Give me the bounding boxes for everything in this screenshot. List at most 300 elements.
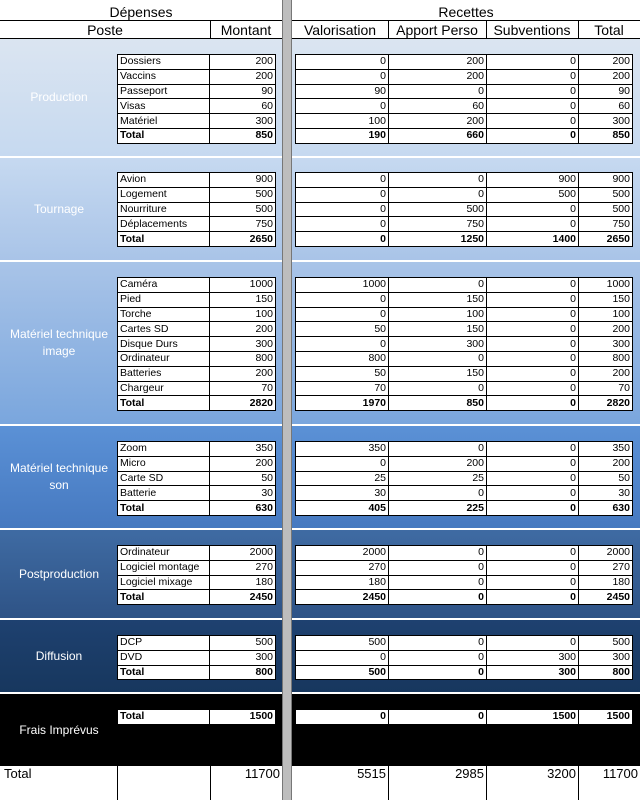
poste-cell: Total (118, 710, 210, 725)
subventions-cell: 0 (487, 99, 579, 114)
total-row (118, 590, 276, 605)
table-row (118, 366, 276, 381)
total-cell: 900 (579, 173, 633, 188)
total-row (296, 710, 633, 725)
apport-cell: 0 (389, 590, 487, 605)
apport-cell: 300 (389, 337, 487, 352)
poste-cell: Logiciel mixage (118, 575, 210, 590)
subventions-cell: 0 (487, 114, 579, 129)
apport-cell: 0 (389, 278, 487, 293)
poste-cell: Zoom (118, 442, 210, 457)
poste-cell: Total (118, 396, 210, 411)
subventions-cell: 0 (487, 366, 579, 381)
poste-cell: Cartes SD (118, 322, 210, 337)
income-table-materiel-image (295, 277, 633, 411)
table-row (296, 560, 633, 575)
montant-cell: 750 (210, 217, 276, 232)
montant-cell: 90 (210, 84, 276, 99)
table-row (118, 307, 276, 322)
total-cell: 630 (579, 501, 633, 516)
valorisation-cell: 0 (296, 55, 389, 70)
total-cell: 2000 (579, 546, 633, 561)
section-title-imprevus: Frais Imprévus (19, 722, 99, 737)
total-row (118, 396, 276, 411)
montant-cell: 200 (210, 69, 276, 84)
table-row (118, 202, 276, 217)
income-table-tournage (295, 172, 633, 247)
montant-cell: 2650 (210, 232, 276, 247)
montant-cell: 500 (210, 636, 276, 651)
table-row (296, 99, 633, 114)
table-row (118, 381, 276, 396)
table-row (296, 173, 633, 188)
montant-cell: 1000 (210, 278, 276, 293)
subventions-cell: 0 (487, 546, 579, 561)
poste-cell: DCP (118, 636, 210, 651)
subventions-cell: 0 (487, 55, 579, 70)
valorisation-cell: 800 (296, 351, 389, 366)
valorisation-cell: 0 (296, 307, 389, 322)
total-cell: 200 (579, 456, 633, 471)
col-valorisation: Valorisation (303, 22, 377, 38)
subventions-cell: 0 (487, 307, 579, 322)
table-row (118, 55, 276, 70)
montant-cell: 70 (210, 381, 276, 396)
montant-cell: 60 (210, 99, 276, 114)
table-row (296, 278, 633, 293)
total-cell: 300 (579, 650, 633, 665)
table-row (296, 546, 633, 561)
valorisation-cell: 50 (296, 366, 389, 381)
total-row (118, 128, 276, 143)
poste-cell: Logement (118, 187, 210, 202)
table-row (296, 575, 633, 590)
apport-cell: 0 (389, 173, 487, 188)
total-row (118, 665, 276, 680)
grand-total-apport: 2985 (455, 766, 484, 781)
table-row (118, 114, 276, 129)
valorisation-cell: 500 (296, 665, 389, 680)
subventions-cell: 0 (487, 560, 579, 575)
valorisation-cell: 0 (296, 232, 389, 247)
header-depenses: Dépenses (109, 4, 173, 20)
montant-cell: 900 (210, 173, 276, 188)
montant-cell: 2820 (210, 396, 276, 411)
table-row (118, 471, 276, 486)
valorisation-cell: 0 (296, 710, 389, 725)
apport-cell: 0 (389, 650, 487, 665)
subventions-cell: 0 (487, 381, 579, 396)
montant-cell: 300 (210, 114, 276, 129)
table-row (296, 84, 633, 99)
total-cell: 1000 (579, 278, 633, 293)
col-subventions: Subventions (493, 22, 571, 38)
subventions-cell: 300 (487, 665, 579, 680)
apport-cell: 225 (389, 501, 487, 516)
valorisation-cell: 25 (296, 471, 389, 486)
apport-cell: 200 (389, 69, 487, 84)
montant-cell: 30 (210, 486, 276, 501)
poste-cell: Batterie (118, 486, 210, 501)
subventions-cell: 0 (487, 471, 579, 486)
apport-cell: 100 (389, 307, 487, 322)
table-row (296, 650, 633, 665)
valorisation-cell: 100 (296, 114, 389, 129)
table-row (296, 217, 633, 232)
valorisation-cell: 0 (296, 187, 389, 202)
total-cell: 30 (579, 486, 633, 501)
total-cell: 200 (579, 69, 633, 84)
total-cell: 70 (579, 381, 633, 396)
apport-cell: 0 (389, 710, 487, 725)
montant-cell: 800 (210, 351, 276, 366)
montant-cell: 800 (210, 665, 276, 680)
apport-cell: 150 (389, 366, 487, 381)
valorisation-cell: 0 (296, 69, 389, 84)
total-cell: 180 (579, 575, 633, 590)
poste-cell: Vaccins (118, 69, 210, 84)
footer-divider (117, 754, 118, 800)
total-row (118, 232, 276, 247)
subventions-cell: 0 (487, 69, 579, 84)
col-montant: Montant (220, 22, 272, 38)
table-row (118, 173, 276, 188)
total-row (296, 232, 633, 247)
grand-total-valorisation: 5515 (357, 766, 386, 781)
subventions-cell: 0 (487, 351, 579, 366)
total-cell: 200 (579, 366, 633, 381)
apport-cell: 60 (389, 99, 487, 114)
valorisation-cell: 180 (296, 575, 389, 590)
table-row (118, 560, 276, 575)
total-cell: 800 (579, 351, 633, 366)
expense-table-imprevus (117, 709, 276, 725)
apport-cell: 0 (389, 546, 487, 561)
apport-cell: 150 (389, 322, 487, 337)
total-cell: 350 (579, 442, 633, 457)
valorisation-cell: 0 (296, 99, 389, 114)
montant-cell: 1500 (210, 710, 276, 725)
poste-cell: Logiciel montage (118, 560, 210, 575)
expense-table-postproduction (117, 545, 276, 605)
apport-cell: 0 (389, 381, 487, 396)
total-cell: 270 (579, 560, 633, 575)
subventions-cell: 1500 (487, 710, 579, 725)
apport-cell: 850 (389, 396, 487, 411)
table-row (118, 99, 276, 114)
table-row (296, 366, 633, 381)
valorisation-cell: 2450 (296, 590, 389, 605)
income-table-imprevus (295, 709, 633, 725)
poste-cell: Ordinateur (118, 351, 210, 366)
footer-top-line (0, 754, 640, 755)
income-table-diffusion (295, 635, 633, 680)
poste-cell: Disque Durs (118, 337, 210, 352)
montant-cell: 200 (210, 456, 276, 471)
valorisation-cell: 0 (296, 650, 389, 665)
subventions-cell: 0 (487, 442, 579, 457)
col-poste: Poste (87, 22, 123, 38)
poste-cell: Passeport (118, 84, 210, 99)
center-separator (282, 0, 292, 800)
montant-cell: 2000 (210, 546, 276, 561)
total-cell: 50 (579, 471, 633, 486)
table-row (118, 217, 276, 232)
montant-cell: 200 (210, 322, 276, 337)
poste-cell: Total (118, 128, 210, 143)
table-row (296, 456, 633, 471)
montant-cell: 500 (210, 187, 276, 202)
poste-cell: Total (118, 665, 210, 680)
apport-cell: 0 (389, 486, 487, 501)
income-table-postproduction (295, 545, 633, 605)
table-row (118, 69, 276, 84)
montant-cell: 2450 (210, 590, 276, 605)
table-row (118, 486, 276, 501)
valorisation-cell: 270 (296, 560, 389, 575)
montant-cell: 50 (210, 471, 276, 486)
total-cell: 2650 (579, 232, 633, 247)
poste-cell: Total (118, 232, 210, 247)
subventions-cell: 0 (487, 217, 579, 232)
subventions-cell: 900 (487, 173, 579, 188)
valorisation-cell: 30 (296, 486, 389, 501)
valorisation-cell: 90 (296, 84, 389, 99)
poste-cell: Total (118, 590, 210, 605)
header-bottom-line (0, 38, 640, 39)
apport-cell: 0 (389, 351, 487, 366)
valorisation-cell: 70 (296, 381, 389, 396)
expense-table-diffusion (117, 635, 276, 680)
subventions-cell: 0 (487, 456, 579, 471)
poste-cell: Caméra (118, 278, 210, 293)
valorisation-cell: 1970 (296, 396, 389, 411)
valorisation-cell: 0 (296, 292, 389, 307)
table-row (118, 546, 276, 561)
poste-cell: Ordinateur (118, 546, 210, 561)
apport-cell: 660 (389, 128, 487, 143)
table-row (296, 337, 633, 352)
apport-cell: 1250 (389, 232, 487, 247)
expense-table-materiel-son (117, 441, 276, 516)
table-row (296, 351, 633, 366)
total-row (296, 590, 633, 605)
subventions-cell: 0 (487, 636, 579, 651)
subventions-cell: 300 (487, 650, 579, 665)
subventions-cell: 0 (487, 292, 579, 307)
valorisation-cell: 0 (296, 202, 389, 217)
section-title-materiel-image: Matériel technique image (9, 327, 109, 358)
poste-cell: Avion (118, 173, 210, 188)
valorisation-cell: 190 (296, 128, 389, 143)
total-row (296, 128, 633, 143)
valorisation-cell: 405 (296, 501, 389, 516)
montant-cell: 200 (210, 55, 276, 70)
valorisation-cell: 0 (296, 456, 389, 471)
valorisation-cell: 0 (296, 173, 389, 188)
table-row (296, 322, 633, 337)
total-cell: 2820 (579, 396, 633, 411)
montant-cell: 150 (210, 292, 276, 307)
header-recettes: Recettes (438, 4, 494, 20)
poste-cell: Chargeur (118, 381, 210, 396)
total-cell: 300 (579, 114, 633, 129)
apport-cell: 150 (389, 292, 487, 307)
apport-cell: 500 (389, 202, 487, 217)
total-cell: 500 (579, 636, 633, 651)
subventions-cell: 0 (487, 278, 579, 293)
total-row (296, 501, 633, 516)
poste-cell: Pied (118, 292, 210, 307)
grand-total-total: 11700 (602, 766, 638, 781)
table-row (118, 650, 276, 665)
table-row (296, 292, 633, 307)
subventions-cell: 0 (487, 590, 579, 605)
apport-cell: 750 (389, 217, 487, 232)
total-cell: 100 (579, 307, 633, 322)
section-title-materiel-son: Matériel technique son (9, 461, 109, 492)
table-row (296, 381, 633, 396)
subventions-cell: 0 (487, 84, 579, 99)
total-cell: 150 (579, 292, 633, 307)
poste-cell: Visas (118, 99, 210, 114)
apport-cell: 0 (389, 560, 487, 575)
valorisation-cell: 0 (296, 217, 389, 232)
grand-total-subventions: 3200 (547, 766, 576, 781)
poste-cell: Nourriture (118, 202, 210, 217)
valorisation-cell: 1000 (296, 278, 389, 293)
total-row (296, 665, 633, 680)
table-row (118, 456, 276, 471)
expense-table-production (117, 54, 276, 144)
montant-cell: 500 (210, 202, 276, 217)
poste-cell: Torche (118, 307, 210, 322)
table-row (296, 486, 633, 501)
table-row (118, 636, 276, 651)
montant-cell: 350 (210, 442, 276, 457)
total-cell: 200 (579, 322, 633, 337)
subventions-cell: 0 (487, 202, 579, 217)
apport-cell: 200 (389, 456, 487, 471)
total-cell: 750 (579, 217, 633, 232)
total-row (118, 501, 276, 516)
table-row (296, 307, 633, 322)
table-row (296, 114, 633, 129)
income-table-production (295, 54, 633, 144)
total-cell: 2450 (579, 590, 633, 605)
montant-cell: 180 (210, 575, 276, 590)
montant-cell: 300 (210, 650, 276, 665)
valorisation-cell: 2000 (296, 546, 389, 561)
montant-cell: 270 (210, 560, 276, 575)
montant-cell: 300 (210, 337, 276, 352)
valorisation-cell: 350 (296, 442, 389, 457)
total-cell: 90 (579, 84, 633, 99)
grand-total-montant: 11700 (244, 766, 280, 781)
poste-cell: Micro (118, 456, 210, 471)
total-cell: 500 (579, 187, 633, 202)
table-row (296, 187, 633, 202)
expense-table-tournage (117, 172, 276, 247)
poste-cell: DVD (118, 650, 210, 665)
table-row (296, 636, 633, 651)
table-row (296, 442, 633, 457)
valorisation-cell: 0 (296, 337, 389, 352)
valorisation-cell: 50 (296, 322, 389, 337)
table-row (296, 55, 633, 70)
table-row (118, 292, 276, 307)
subventions-cell: 0 (487, 575, 579, 590)
table-row (118, 278, 276, 293)
subventions-cell: 0 (487, 501, 579, 516)
total-cell: 850 (579, 128, 633, 143)
income-table-materiel-son (295, 441, 633, 516)
subventions-cell: 0 (487, 486, 579, 501)
apport-cell: 0 (389, 665, 487, 680)
expense-table-materiel-image (117, 277, 276, 411)
apport-cell: 200 (389, 55, 487, 70)
montant-cell: 630 (210, 501, 276, 516)
table-row (118, 442, 276, 457)
subventions-cell: 0 (487, 337, 579, 352)
section-title-diffusion: Diffusion (35, 648, 83, 663)
table-row (118, 351, 276, 366)
table-row (118, 337, 276, 352)
montant-cell: 850 (210, 128, 276, 143)
apport-cell: 0 (389, 84, 487, 99)
table-row (118, 84, 276, 99)
section-title-production: Production (30, 89, 88, 104)
total-cell: 800 (579, 665, 633, 680)
poste-cell: Dossiers (118, 55, 210, 70)
apport-cell: 0 (389, 442, 487, 457)
apport-cell: 0 (389, 636, 487, 651)
total-cell: 200 (579, 55, 633, 70)
total-cell: 60 (579, 99, 633, 114)
table-row (118, 575, 276, 590)
apport-cell: 0 (389, 575, 487, 590)
subventions-cell: 0 (487, 322, 579, 337)
total-row (296, 396, 633, 411)
subventions-cell: 500 (487, 187, 579, 202)
table-row (296, 69, 633, 84)
section-title-tournage: Tournage (33, 201, 85, 216)
table-row (118, 322, 276, 337)
table-row (296, 202, 633, 217)
poste-cell: Batteries (118, 366, 210, 381)
montant-cell: 100 (210, 307, 276, 322)
total-row (118, 710, 276, 725)
subventions-cell: 0 (487, 128, 579, 143)
section-title-postproduction: Postproduction (18, 566, 100, 581)
total-cell: 500 (579, 202, 633, 217)
subventions-cell: 0 (487, 396, 579, 411)
apport-cell: 0 (389, 187, 487, 202)
poste-cell: Matériel (118, 114, 210, 129)
col-apport: Apport Perso (396, 22, 478, 38)
total-cell: 300 (579, 337, 633, 352)
table-row (118, 187, 276, 202)
montant-cell: 200 (210, 366, 276, 381)
poste-cell: Total (118, 501, 210, 516)
col-total: Total (594, 22, 624, 38)
total-cell: 1500 (579, 710, 633, 725)
apport-cell: 200 (389, 114, 487, 129)
table-row (296, 471, 633, 486)
poste-cell: Déplacements (118, 217, 210, 232)
apport-cell: 25 (389, 471, 487, 486)
poste-cell: Carte SD (118, 471, 210, 486)
